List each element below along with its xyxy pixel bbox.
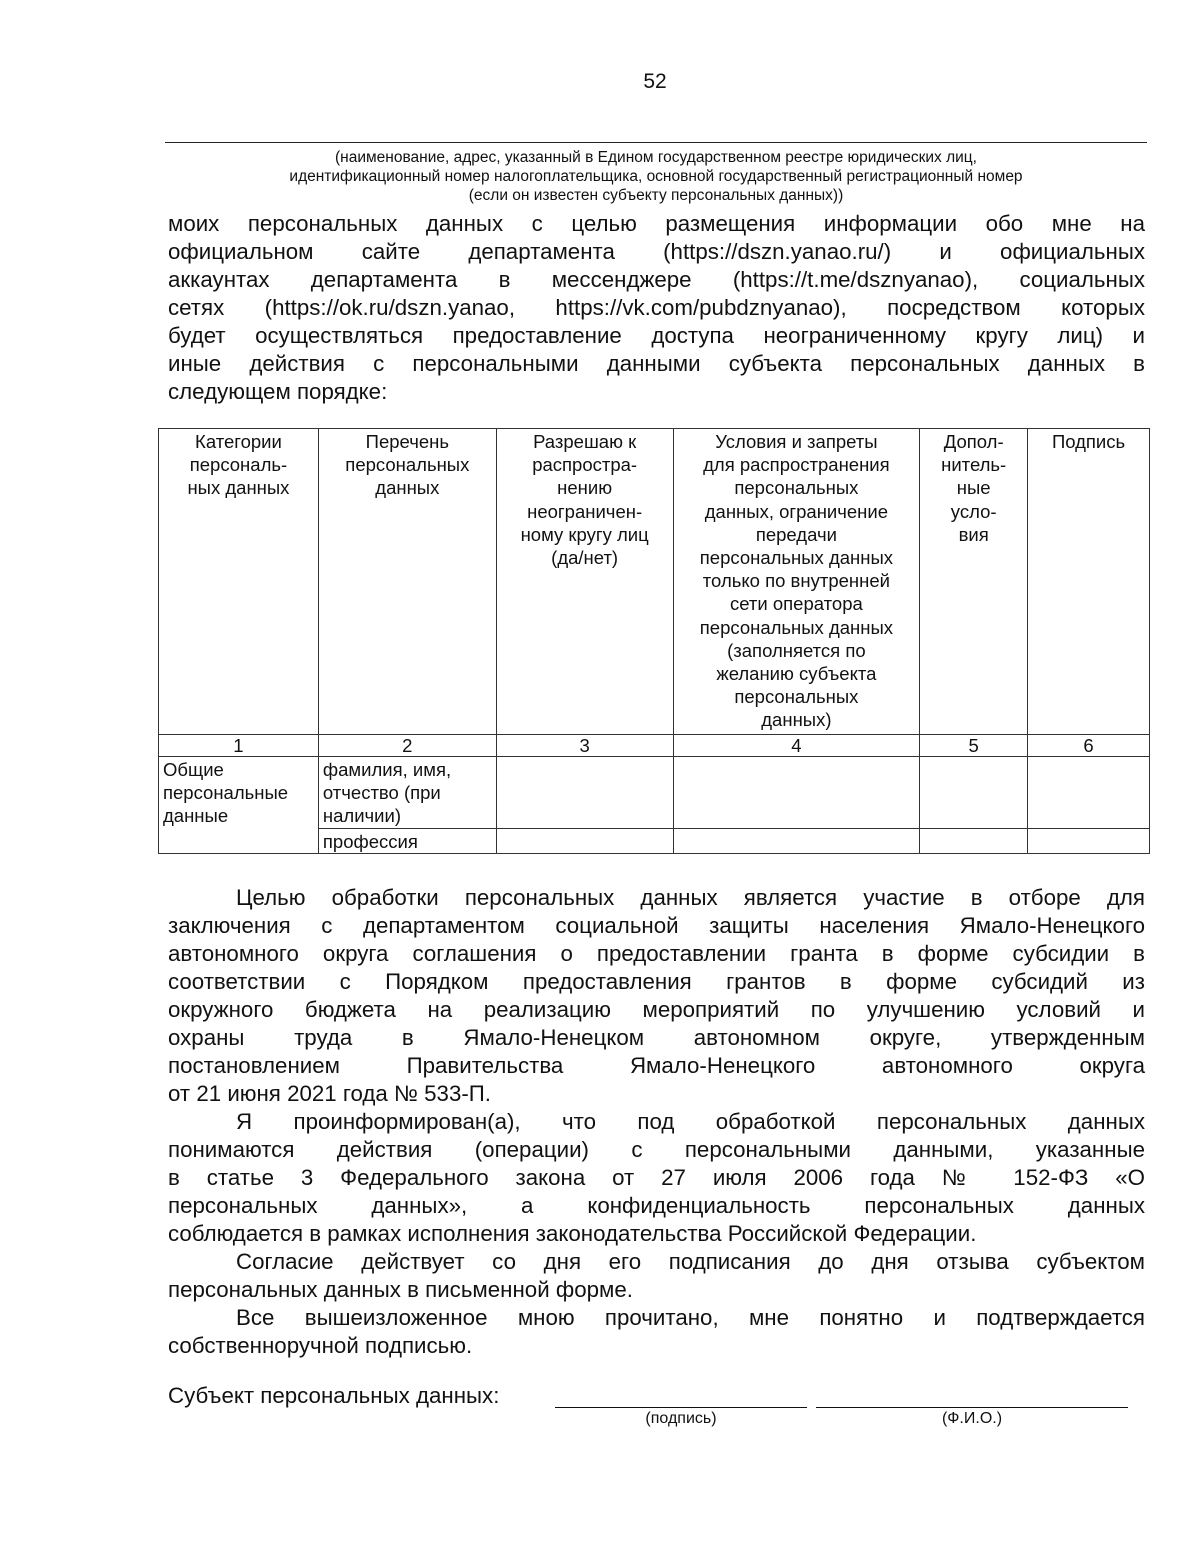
- item-cell: фамилия, имя, отчество (при наличии): [318, 757, 496, 829]
- caption-line: (наименование, адрес, указанный в Едином государственном реестре юридических лиц,: [335, 149, 977, 166]
- text-line: следующем порядке:: [168, 379, 388, 404]
- table-header-row: [159, 429, 1150, 735]
- text-line: заключения с департаментом социальной защиты населения Ямало-Ненецкого: [168, 913, 1145, 938]
- column-number: 2: [318, 735, 496, 757]
- empty-cell: [673, 757, 920, 829]
- header-categories: Категории персональ- ных данных: [159, 429, 319, 735]
- column-number: 3: [496, 735, 673, 757]
- item-cell: профессия: [318, 828, 496, 853]
- text-line: Целью обработки персональных данных является участие в отборе для: [236, 885, 1145, 910]
- empty-cell: [496, 828, 673, 853]
- header-conditions: Условия и запреты для распространения персональных данных, ограничение передачи персональных данных только по внутренней сети оператора персональных данных (заполняется по желанию субъекта персональных данных): [673, 429, 920, 735]
- personal-data-table: [158, 428, 1150, 854]
- full-name-field[interactable]: [816, 1407, 1128, 1408]
- column-number: 4: [673, 735, 920, 757]
- empty-cell: [496, 757, 673, 829]
- operator-caption: [165, 148, 1147, 205]
- text-line: окружного бюджета на реализацию мероприятий по улучшению условий и: [168, 997, 1145, 1022]
- empty-cell: [1028, 757, 1150, 829]
- intro-paragraph: [168, 210, 1145, 406]
- informed-paragraph: [168, 1108, 1145, 1248]
- table-row: [159, 757, 1150, 829]
- empty-cell: [920, 757, 1028, 829]
- empty-cell: [920, 828, 1028, 853]
- validity-paragraph: [168, 1248, 1145, 1304]
- text-line: охраны труда в Ямало-Ненецком автономном округе, утвержденным: [168, 1025, 1145, 1050]
- empty-cell: [673, 828, 920, 853]
- text-line: соответствии с Порядком предоставления грантов в форме субсидий из: [168, 969, 1145, 994]
- signature-field[interactable]: [555, 1407, 807, 1408]
- header-additional: Допол- нитель- ные усло- вия: [920, 429, 1028, 735]
- text-line: в статье 3 Федерального закона от 27 июля 2006 года № 152-ФЗ «О: [168, 1165, 1145, 1190]
- text-line: будет осуществляться предоставление доступа неограниченному кругу лиц) и: [168, 323, 1145, 348]
- text-line: понимаются действия (операции) с персональными данными, указанные: [168, 1137, 1145, 1162]
- text-line: аккаунтах департамента в мессенджере (https://t.me/dsznyanao), социальных: [168, 267, 1145, 292]
- text-line: Все вышеизложенное мною прочитано, мне понятно и подтверждается: [236, 1305, 1145, 1330]
- text-line: сетях (https://ok.ru/dszn.yanao, https://vk.com/pubdznyanao), посредством которых: [168, 295, 1145, 320]
- column-number: 5: [920, 735, 1028, 757]
- category-cell: Общие персональные данные: [159, 757, 319, 854]
- table-number-row: [159, 735, 1150, 757]
- text-line: моих персональных данных с целью размещения информации обо мне на: [168, 211, 1145, 236]
- column-number: 6: [1028, 735, 1150, 757]
- empty-cell: [1028, 828, 1150, 853]
- page-number: 52: [643, 70, 667, 93]
- column-number: 1: [159, 735, 319, 757]
- text-line: от 21 июня 2021 года № 533-П.: [168, 1081, 491, 1106]
- header-signature: Подпись: [1028, 429, 1150, 735]
- header-list: Перечень персональных данных: [318, 429, 496, 735]
- text-line: постановлением Правительства Ямало-Ненецкого автономного округа: [168, 1053, 1145, 1078]
- text-line: Я проинформирован(а), что под обработкой персональных данных: [236, 1109, 1145, 1134]
- full-name-caption: (Ф.И.О.): [941, 1410, 1003, 1427]
- text-line: персональных данных», а конфиденциальность персональных данных: [168, 1193, 1145, 1218]
- text-line: иные действия с персональными данными субъекта персональных данных в: [168, 351, 1145, 376]
- confirm-paragraph: [168, 1304, 1145, 1360]
- caption-line: идентификационный номер налогоплательщика, основной государственный регистрационный номер: [289, 168, 1023, 185]
- signature-caption: (подпись): [645, 1410, 717, 1427]
- text-line: соблюдается в рамках исполнения законодательства Российской Федерации.: [168, 1221, 977, 1246]
- header-permission: Разрешаю к распростра- нению неограничен- ному кругу лиц (да/нет): [496, 429, 673, 735]
- text-line: автономного округа соглашения о предоставлении гранта в форме субсидии в: [168, 941, 1145, 966]
- text-line: персональных данных в письменной форме.: [168, 1277, 633, 1302]
- caption-rule: [165, 142, 1147, 143]
- text-line: официальном сайте департамента (https://dszn.yanao.ru/) и официальных: [168, 239, 1145, 264]
- signature-label: Субъект персональных данных:: [168, 1383, 500, 1408]
- purpose-paragraph: [168, 884, 1145, 1108]
- text-line: Согласие действует со дня его подписания до дня отзыва субъектом: [236, 1249, 1145, 1274]
- text-line: собственноручной подписью.: [168, 1333, 473, 1358]
- caption-line: (если он известен субъекту персональных данных)): [468, 187, 844, 204]
